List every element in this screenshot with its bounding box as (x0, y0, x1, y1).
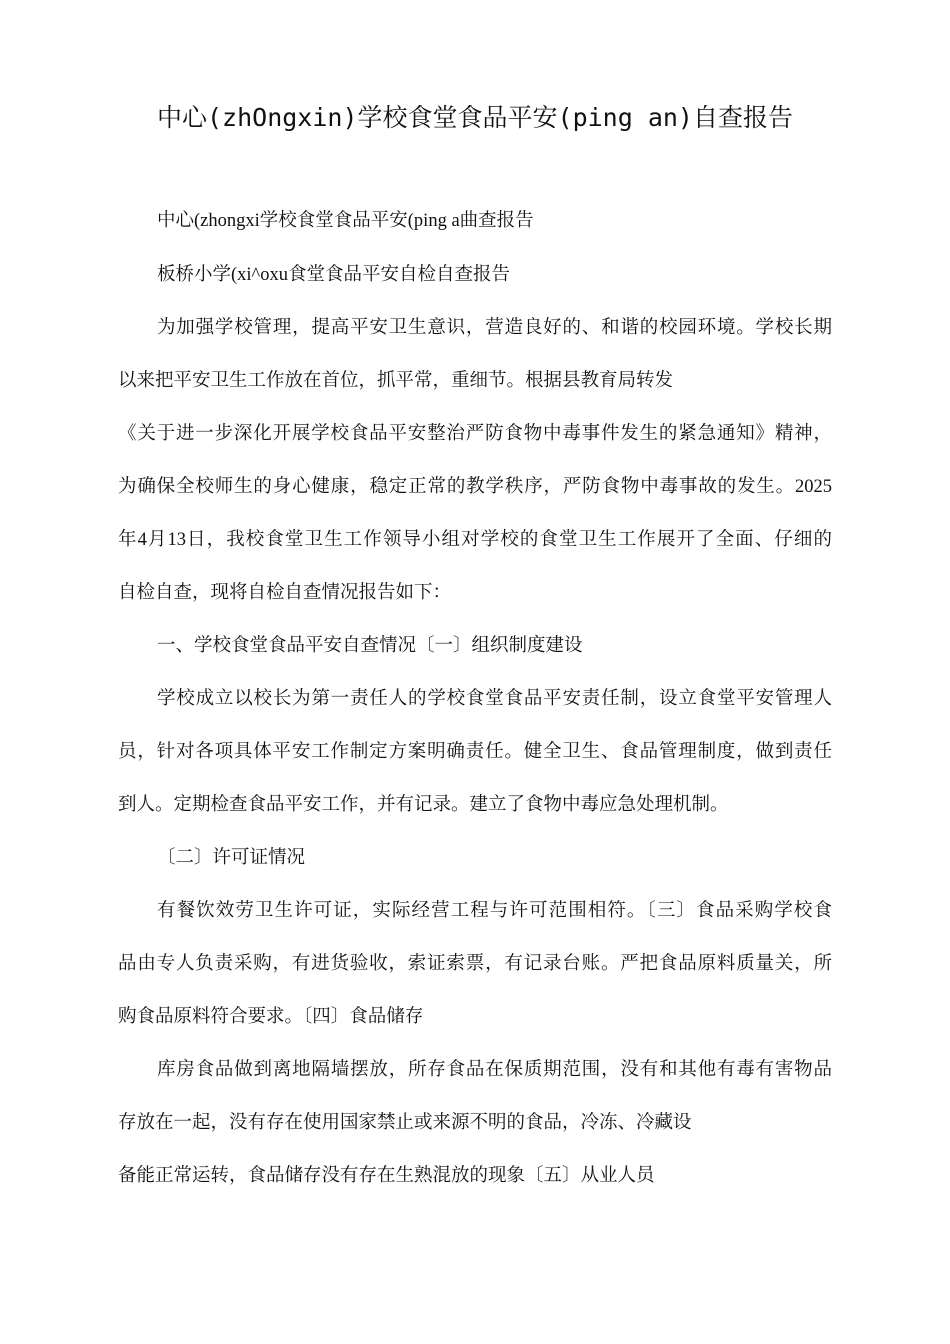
section-heading: 一、学校食堂食品平安自查情况〔一〕组织制度建设 (157, 636, 583, 656)
paragraph-line: 员，针对各项具体平安工作制定方案明确责任。健全卫生、食品管理制度，做到责任 (118, 742, 832, 762)
paragraph-line: 自检自查，现将自检自查情况报告如下： (118, 583, 452, 603)
paragraph-line: 年4月13日，我校食堂卫生工作领导小组对学校的食堂卫生工作展开了全面、仔细的 (118, 530, 832, 550)
paragraph-line: 库房食品做到离地隔墙摆放，所存食品在保质期范围，没有和其他有毒有害物品 (157, 1060, 832, 1080)
paragraph-line: 备能正常运转，食品储存没有存在生熟混放的现象〔五〕从业人员 (118, 1166, 655, 1186)
paragraph-line: 为加强学校管理，提高平安卫生意识，营造良好的、和谐的校园环境。学校长期 (157, 318, 832, 338)
paragraph-line: 以来把平安卫生工作放在首位，抓平常，重细节。根据县教育局转发 (118, 371, 674, 391)
paragraph-line: 品由专人负责采购，有进货验收，索证索票，有记录台账。严把食品原料质量关，所 (118, 954, 832, 974)
paragraph-line: 学校成立以校长为第一责任人的学校食堂食品平安责任制，设立食堂平安管理人 (157, 689, 832, 709)
paragraph-line: 购食品原料符合要求。〔四〕食品储存 (118, 1007, 424, 1027)
subtitle-line: 板桥小学(xi^oxu食堂食品平安自检自查报告 (157, 265, 510, 285)
section-heading: 〔二〕许可证情况 (157, 848, 306, 868)
paragraph-line: 有餐饮效劳卫生许可证，实际经营工程与许可范围相符。〔三〕食品采购学校食 (157, 901, 832, 921)
paragraph-line: 到人。定期检查食品平安工作，并有记录。建立了食物中毒应急处理机制。 (118, 795, 729, 815)
paragraph-line: 为确保全校师生的身心健康，稳定正常的教学秩序，严防食物中毒事故的发生。2025 (118, 477, 832, 497)
paragraph-line: 存放在一起，没有存在使用国家禁止或来源不明的食品，冷冻、冷藏设 (118, 1113, 692, 1133)
document-title: 中心(zhOngxin)学校食堂食品平安(ping an)自查报告 (157, 103, 793, 132)
subtitle-line: 中心(zhongxi学校食堂食品平安(ping a曲查报告 (157, 211, 534, 231)
paragraph-line: 《关于进一步深化开展学校食品平安整治严防食物中毒事件发生的紧急通知》精神， (118, 424, 832, 444)
